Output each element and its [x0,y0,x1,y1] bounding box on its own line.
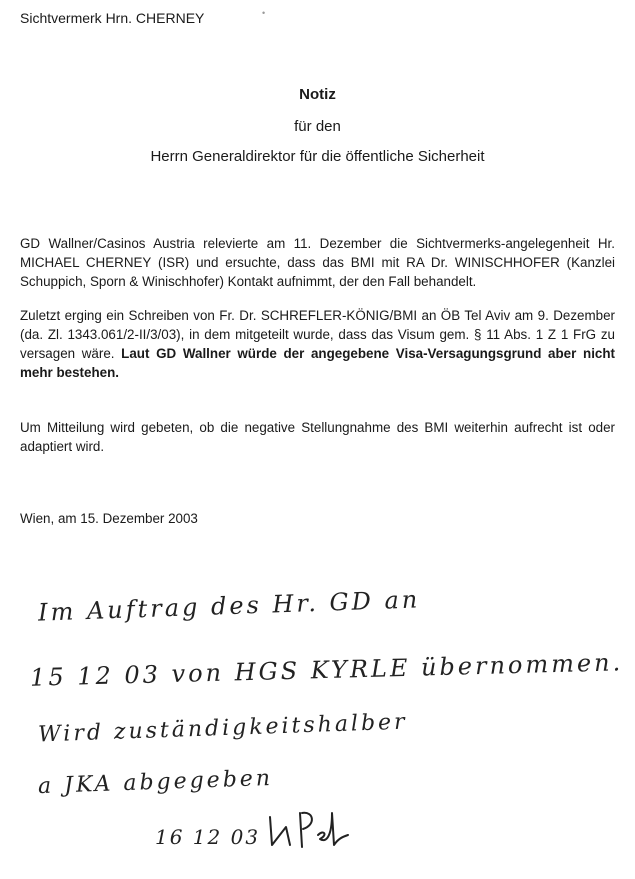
paragraph-inquiry: Um Mitteilung wird gebeten, ob die negative Stellungnahme des BMI weiterhin aufrecht ist oder adaptiert wird. [20,420,615,454]
handwritten-line-4: a JKA abgegeben [37,765,274,800]
paragraph-letter [20,306,615,382]
paragraph-letter-emphasis: Laut GD Wallner würde der angegebene Visa-Versagungsgrund aber nicht mehr bestehen. [20,346,615,380]
title-line-addressee: Herrn Generaldirektor für die öffentliche Sicherheit [150,148,485,165]
document-title: Notiz [299,86,336,103]
handwritten-line-2: 15 12 03 von HGS KYRLE übernommen. [29,648,624,692]
handwritten-date: 16 12 03 [155,825,261,849]
date-line: Wien, am 15. Dezember 2003 [20,511,198,526]
paragraph-request: GD Wallner/Casinos Austria relevierte am 11. Dezember die Sichtvermerks-angelegenheit Hr. MICHAEL CHERNEY (ISR) und ersuchte, dass das BMI mit RA Dr. WINISCHHOFER (Kanzlei Schuppich, Sporn & Winischhofer) Kontakt aufnimmt, der den Fall behandelt. [20,236,615,289]
paragraph-letter-text: Zuletzt erging ein Schreiben von Fr. Dr. SCHREFLER-KÖNIG/BMI an ÖB Tel Aviv am 9. Dezember (da. Zl. 1343.061/2-II/3/03), in dem mitgeteilt wurde, dass das Visum gem. § 11 Abs. 1 Z 1 FrG zu versagen wäre. [20,308,615,361]
handwritten-signature-icon [262,805,352,855]
visa-note-header: Sichtvermerk Hrn. CHERNEY [20,10,205,26]
handwritten-line-3: Wird zuständigkeitshalber [37,709,409,748]
handwritten-line-1: Im Auftrag des Hr. GD an [37,585,421,627]
scan-speck: • [262,8,266,18]
title-line-addressee-prefix: für den [294,118,341,135]
